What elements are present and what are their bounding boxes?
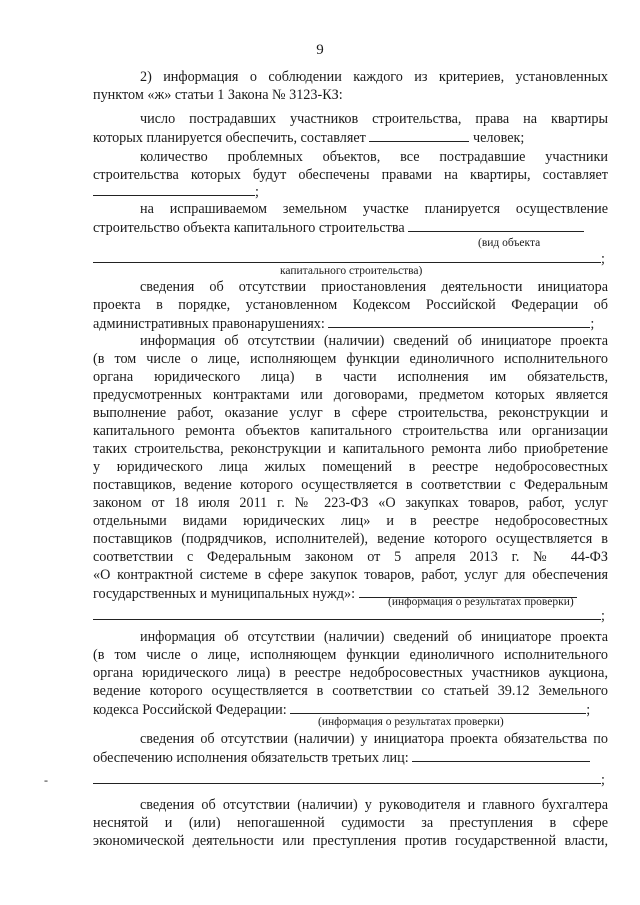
text-line: информация об отсутствии (наличии) сведений об инициаторе проекта (140, 333, 608, 349)
text-line (93, 770, 605, 789)
text-line: проекта в порядке, установленном Кодексом Российской Федерации об (93, 297, 608, 313)
text-line: предусмотренных контрактами или договорами, предметом которых является (93, 387, 608, 403)
text-fragment: ; (255, 184, 259, 200)
text-line (93, 218, 584, 237)
text-line: «О контрактной системе в сфере закупок товаров, работ, услуг для обеспечения (93, 567, 608, 583)
text-line: неснятой и (или) непогашенной судимости за преступления в сфере (93, 815, 608, 831)
fill-in-blank[interactable] (328, 314, 590, 328)
text-line: капитального ремонта объектов капитального строительства или организации (93, 423, 608, 439)
text-line: поставщиков (подрядчиков, исполнителей), ведение которого осуществляется в (93, 531, 608, 547)
text-fragment: ; (601, 251, 605, 267)
text-line: таких строительства, реконструкции и капитального ремонта либо приобретение (93, 441, 608, 457)
text-line (93, 606, 605, 625)
text-line (93, 314, 594, 333)
field-caption: капитального строительства) (280, 265, 423, 277)
fill-in-blank[interactable] (93, 770, 601, 784)
text-line: законом от 18 июля 2011 г. № 223-ФЗ «О закупках товаров, работ, услуг (93, 495, 608, 511)
text-fragment: ; (601, 608, 605, 624)
text-line: экономической деятельности или преступления против государственной власти, (93, 833, 608, 849)
text-line: выполнение работ, оказание услуг в сфере строительства, реконструкции и (93, 405, 608, 421)
field-caption: (информация о результатах проверки) (388, 596, 574, 608)
fill-in-blank[interactable] (290, 700, 586, 714)
text-fragment: которых планируется обеспечить, составляет (93, 130, 366, 146)
text-fragment: кодекса Российской Федерации: (93, 702, 287, 718)
page-number: 9 (316, 42, 324, 58)
text-line: у юридического лица жилых помещений в реестре недобросовестных (93, 459, 608, 475)
text-line: сведения об отсутствии приостановления деятельности инициатора (140, 279, 608, 295)
text-line: сведения об отсутствии (наличии) у инициатора проекта обязательства по (140, 731, 608, 747)
fill-in-blank[interactable] (93, 249, 601, 263)
fill-in-blank[interactable] (412, 748, 590, 762)
fill-in-blank[interactable] (93, 182, 255, 196)
text-fragment: человек; (472, 130, 525, 146)
fill-in-blank[interactable] (93, 606, 601, 620)
fill-in-blank[interactable] (408, 218, 584, 232)
text-line (93, 128, 524, 147)
text-line: (в том числе о лице, исполняющем функции единоличного исполнительного (93, 647, 608, 663)
text-line: на испрашиваемом земельном участке планируется осуществление (140, 201, 608, 217)
text-line: количество проблемных объектов, все пострадавшие участники (140, 149, 608, 165)
margin-mark: - (44, 773, 48, 787)
text-line: ведение которого осуществляется в соответствии со статьей 39.12 Земельного (93, 683, 608, 699)
fill-in-blank[interactable] (369, 128, 469, 142)
text-line: строительства которых будут обеспечены правами на квартиры, составляет (93, 167, 608, 183)
text-line: отдельными видами юридических лиц» и в реестре недобросовестных (93, 513, 608, 529)
text-line: органа юридического лица) в реестре недобросовестных участников аукциона, (93, 665, 608, 681)
text-fragment: ; (586, 702, 591, 718)
text-fragment: обеспечению исполнения обязательств третьих лиц: (93, 750, 409, 766)
text-line: органа юридического лица) в части исполнения им обязательств, (93, 369, 608, 385)
text-line: число пострадавших участников строительства, права на квартиры (140, 111, 608, 127)
field-caption: (информация о результатах проверки) (318, 716, 504, 728)
text-fragment: ; (590, 316, 595, 332)
text-line (93, 748, 590, 767)
text-fragment: государственных и муниципальных нужд»: (93, 586, 356, 602)
text-line: сведения об отсутствии (наличии) у руководителя и главного бухгалтера (140, 797, 608, 813)
text-line (93, 182, 259, 201)
field-caption: (вид объекта (478, 237, 541, 249)
text-line: поставщиков, ведение которого осуществляется в соответствии с Федеральным (93, 477, 608, 493)
text-line: соответствии с Федеральным законом от 5 апреля 2013 г. № 44-ФЗ (93, 549, 608, 565)
text-line: 2) информация о соблюдении каждого из критериев, установленных (140, 69, 608, 85)
text-fragment: ; (601, 772, 605, 788)
text-line: информация об отсутствии (наличии) сведений об инициаторе проекта (140, 629, 608, 645)
text-fragment: административных правонарушениях: (93, 316, 325, 332)
text-line: пунктом «ж» статьи 1 Закона № 3123-КЗ: (93, 87, 343, 103)
text-fragment: строительство объекта капитального строительства (93, 220, 405, 236)
text-line: (в том числе о лице, исполняющем функции единоличного исполнительного (93, 351, 608, 367)
